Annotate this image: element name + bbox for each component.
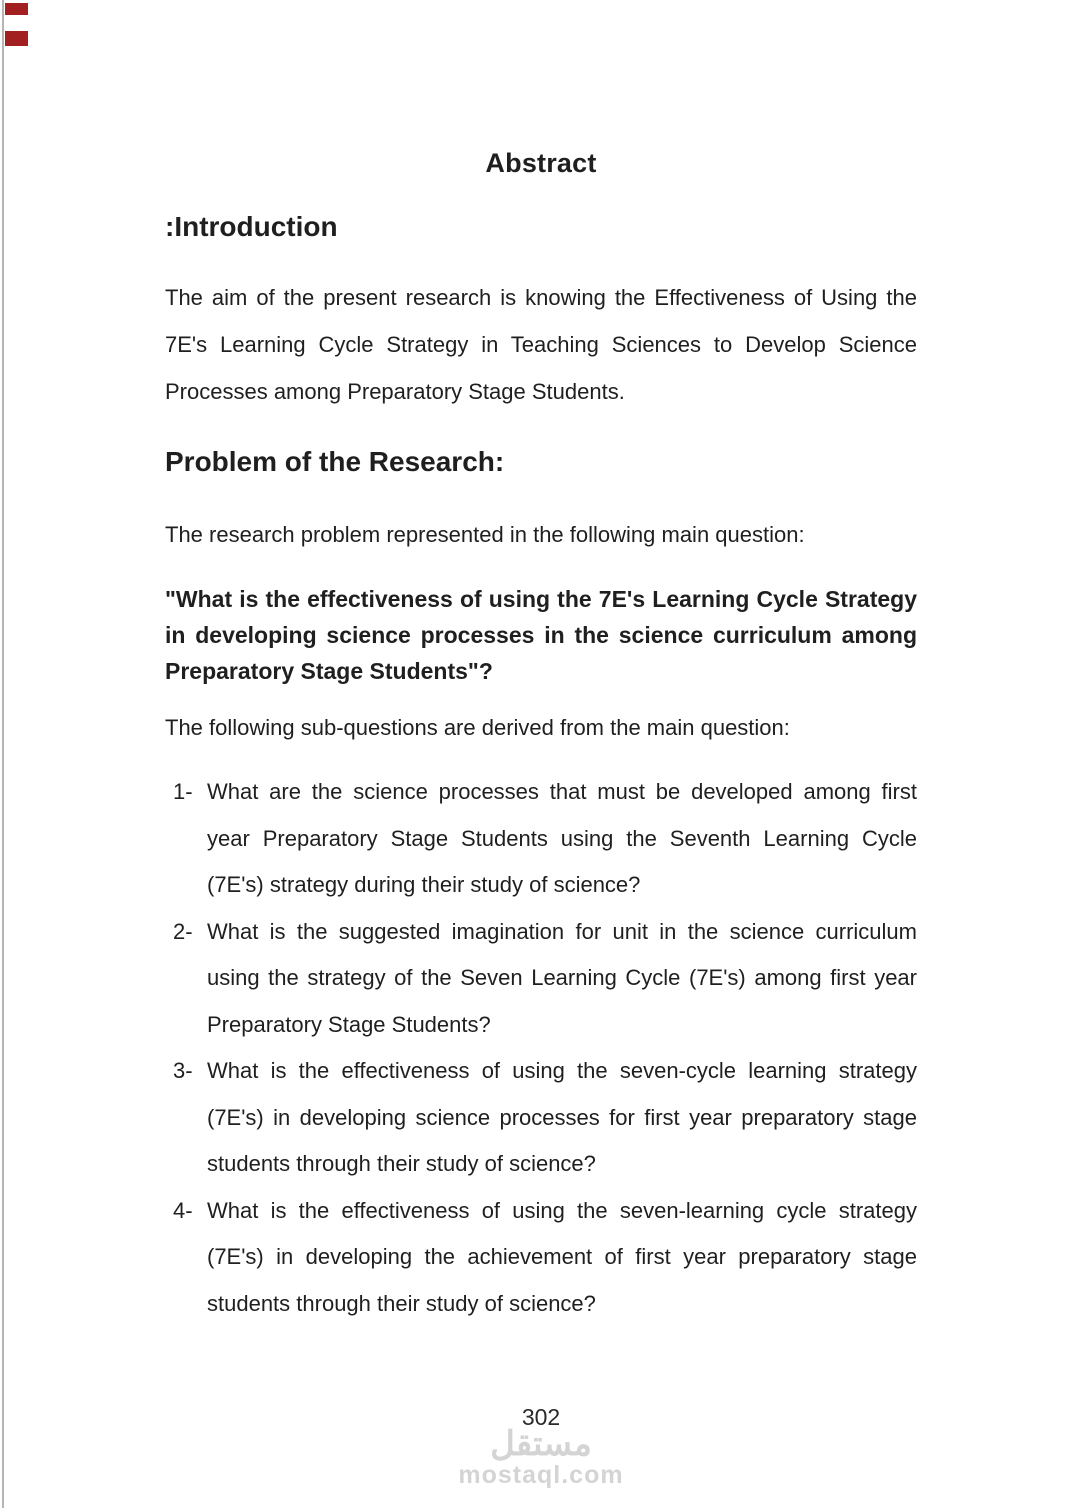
list-item-marker: 1-: [173, 779, 193, 804]
subquestion-list: [165, 769, 917, 1327]
page-number: 302: [521, 1404, 561, 1430]
list-item: [173, 1188, 917, 1328]
list-item-marker: 3-: [173, 1058, 193, 1083]
list-item: [173, 909, 917, 1049]
list-item-text: What is the suggested imagination for unit in the science curriculum using the strategy of the Seven Learning Cycle (7E's) among first year Preparatory Stage Students?: [207, 918, 917, 1037]
problem-heading: Problem of the Research:: [165, 446, 505, 477]
list-item-marker: 4-: [173, 1197, 193, 1223]
mostaql-logo: مستقل: [490, 1425, 592, 1463]
list-item-text: What are the science processes that must be developed among first year Preparatory Stage Students using the Seventh Learning Cycle (7E's) strategy during their study of science?: [207, 779, 917, 897]
list-item: [173, 1048, 917, 1188]
list-item-marker: 2-: [173, 918, 193, 944]
list-item-text: What is the effectiveness of using the seven-cycle learning strategy (7E's) in developing science processes for first year preparatory stage students through their study of science?: [207, 1058, 917, 1176]
list-item-text: What is the effectiveness of using the seven-learning cycle strategy (7E's) in developing the achievement of first year preparatory stage students through their study of science?: [207, 1197, 917, 1316]
list-item: [173, 769, 917, 909]
introduction-paragraph: The aim of the present research is knowing the Effectiveness of Using the 7E's Learning Cycle Strategy in Teaching Sciences to Develop Science Processes among Preparatory Stage Students.: [165, 285, 917, 404]
introduction-heading: :Introduction: [165, 211, 338, 242]
subquestions-intro: The following sub-questions are derived from the main question:: [165, 715, 790, 740]
problem-intro-line: The research problem represented in the following main question:: [165, 522, 805, 547]
page-title: Abstract: [485, 148, 597, 178]
main-question: "What is the effectiveness of using the 7E's Learning Cycle Strategy in developing science processes in the science curriculum among Preparatory Stage Students"?: [165, 586, 917, 684]
watermark: [165, 1427, 917, 1487]
watermark-site-text: mostaql.com: [458, 1461, 624, 1489]
